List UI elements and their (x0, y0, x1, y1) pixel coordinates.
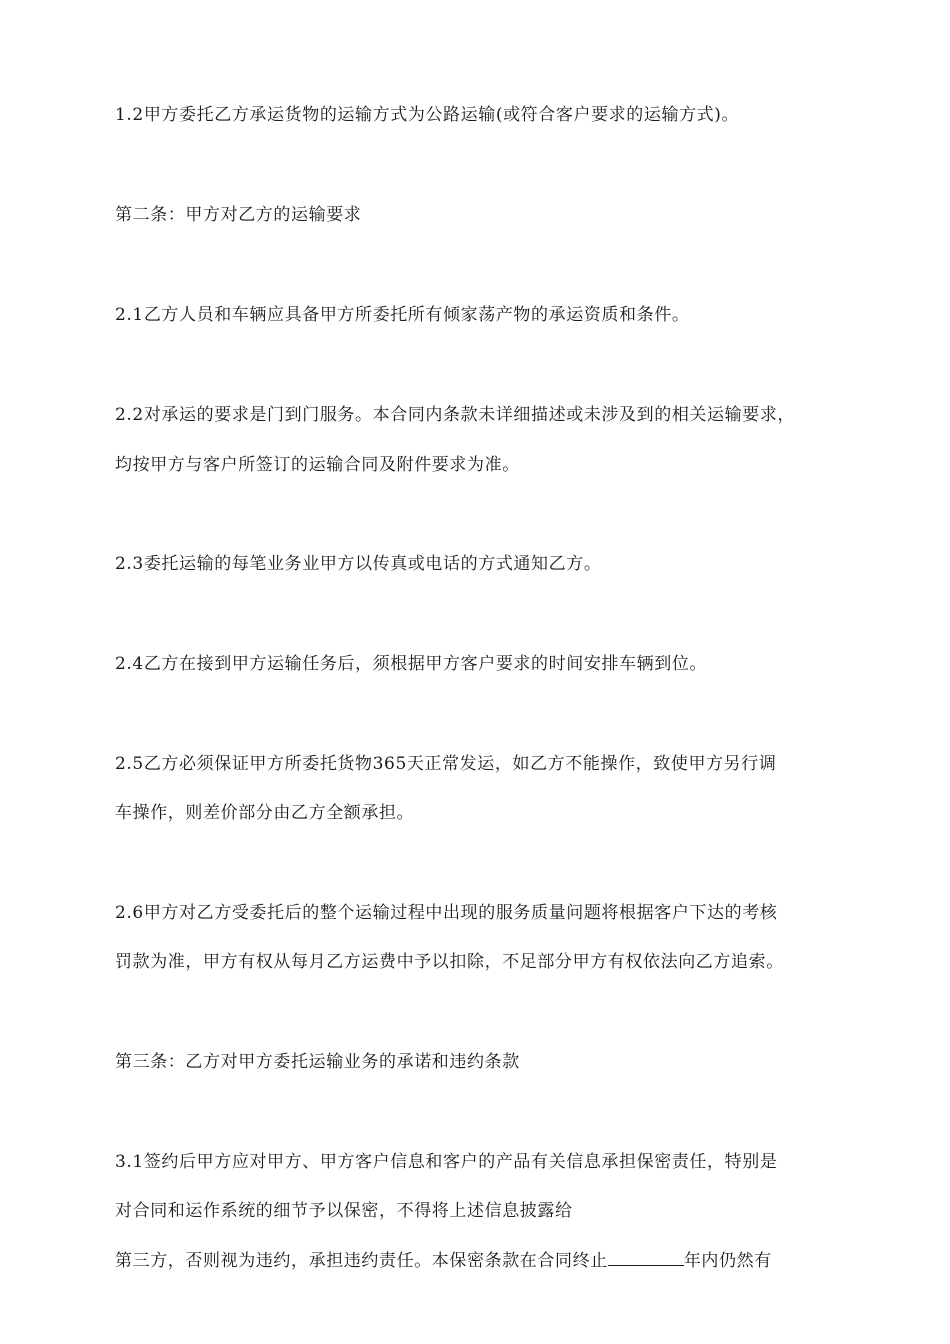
clause-2-1: 2.1乙方人员和车辆应具备甲方所委托所有倾家荡产物的承运资质和条件。 (115, 305, 690, 325)
blank-fill-line[interactable] (608, 1251, 684, 1266)
clause-3-1-line3-text-after: 年内仍然有 (683, 1251, 772, 1271)
clause-2-2-line2: 均按甲方与客户所签订的运输合同及附件要求为准。 (115, 455, 520, 475)
clause-2-5-line1: 2.5乙方必须保证甲方所委托货物365天正常发运，如乙方不能操作，致使甲方另行调 (115, 754, 777, 774)
clause-3-1-line2: 对合同和运作系统的细节予以保密，不得将上述信息披露给 (115, 1201, 573, 1221)
clause-2-5-line2: 车操作，则差价部分由乙方全额承担。 (115, 803, 415, 823)
clause-1-2: 1.2甲方委托乙方承运货物的运输方式为公路运输(或符合客户要求的运输方式)。 (115, 105, 740, 125)
clause-2-3: 2.3委托运输的每笔业务业甲方以传真或电话的方式通知乙方。 (115, 554, 602, 574)
article-2-heading: 第二条：甲方对乙方的运输要求 (115, 205, 362, 225)
clause-3-1-line3-text-before: 第三方，否则视为违约，承担违约责任。本保密条款在合同终止 (115, 1251, 608, 1271)
clause-2-2-line1: 2.2对承运的要求是门到门服务。本合同内条款未详细描述或未涉及到的相关运输要求， (115, 405, 796, 425)
article-3-heading: 第三条：乙方对甲方委托运输业务的承诺和违约条款 (115, 1052, 520, 1072)
clause-3-1-line3 (115, 1249, 772, 1273)
clause-2-6-line1: 2.6甲方对乙方受委托后的整个运输过程中出现的服务质量问题将根据客户下达的考核 (115, 903, 778, 923)
clause-2-6-line2: 罚款为准，甲方有权从每月乙方运费中予以扣除，不足部分甲方有权依法向乙方追索。 (115, 952, 784, 972)
clause-3-1-line1: 3.1签约后甲方应对甲方、甲方客户信息和客户的产品有关信息承担保密责任，特别是 (115, 1152, 778, 1172)
clause-2-4: 2.4乙方在接到甲方运输任务后，须根据甲方客户要求的时间安排车辆到位。 (115, 654, 708, 674)
